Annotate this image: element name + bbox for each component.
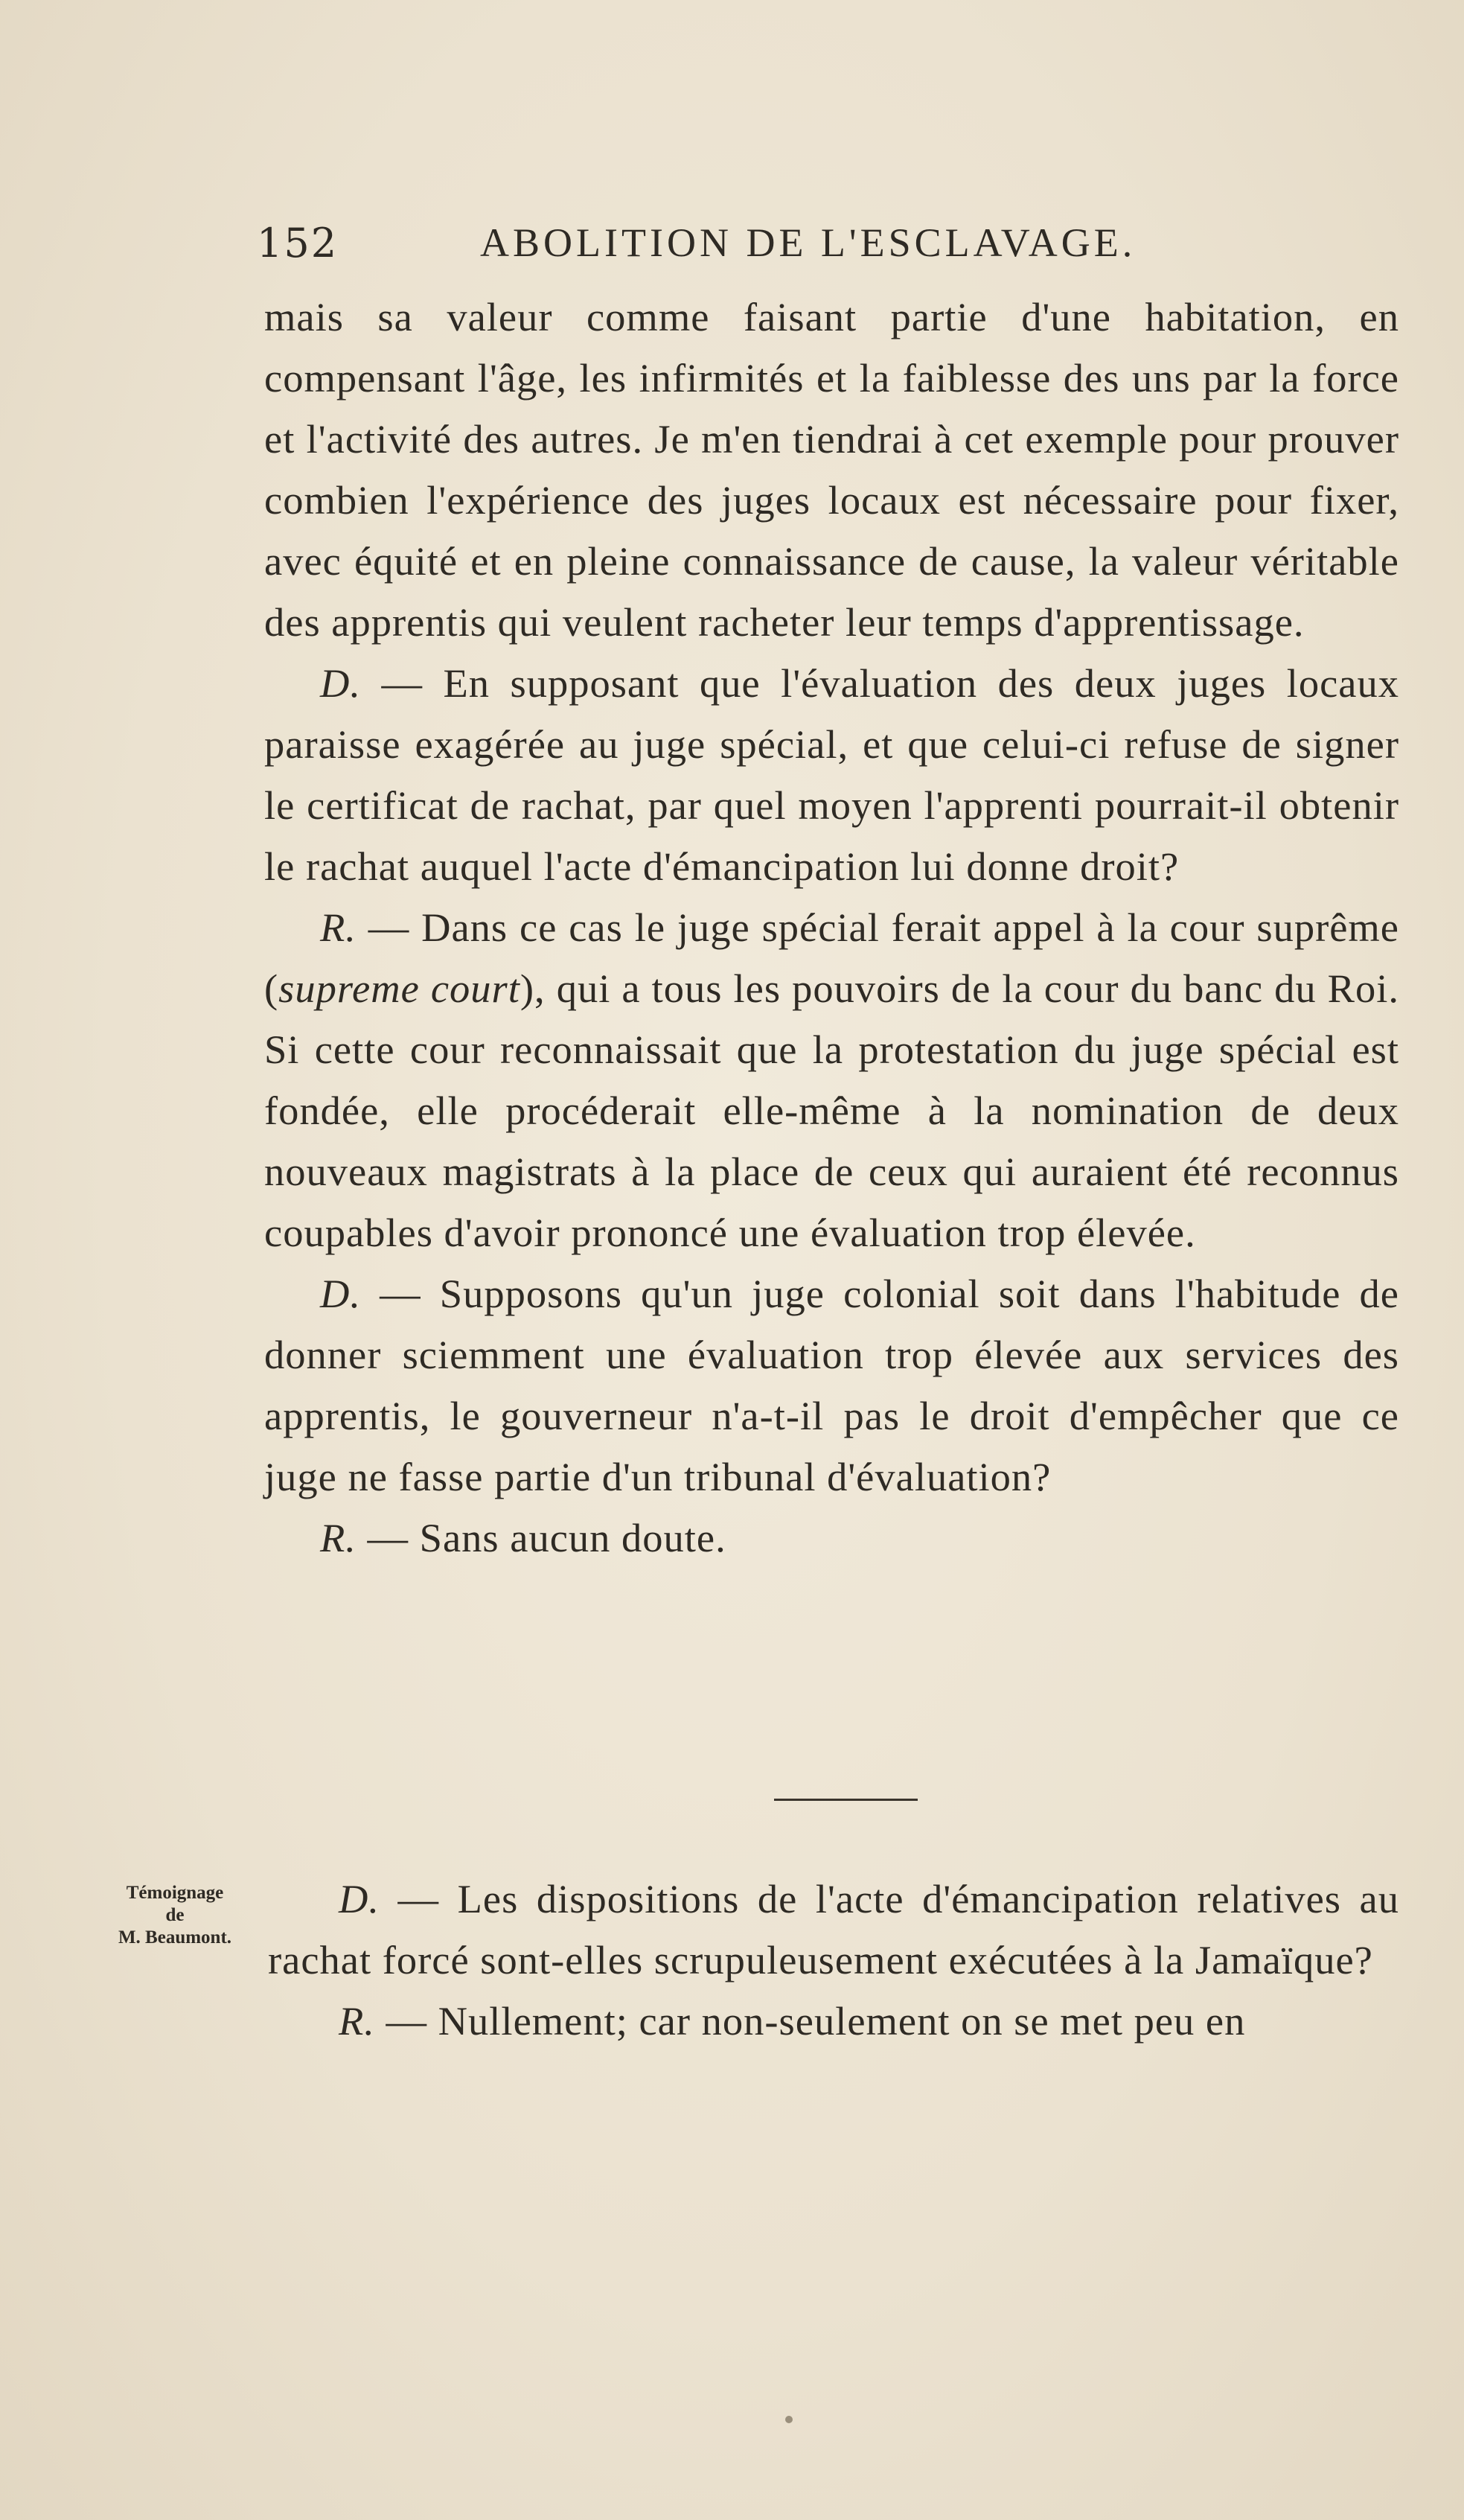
margin-note-line: Témoignage [126, 1883, 224, 1903]
paragraph-text: — Les dispositions de l'acte d'émancipation relatives au rachat forcé sont-elles scrupuleusement exécutées à la Jamaïque? [268, 1876, 1399, 1982]
paper-speck [785, 2416, 793, 2423]
section-divider [774, 1799, 918, 1801]
speaker-label: D. [339, 1876, 380, 1921]
question-paragraph [268, 1869, 1399, 1991]
question-paragraph [264, 1263, 1399, 1508]
answer-paragraph [264, 1508, 1399, 1569]
paragraph [264, 287, 1399, 653]
speaker-label: R. [320, 1515, 357, 1560]
speaker-label: R. [339, 1998, 375, 2044]
margin-note [89, 1882, 260, 1949]
testimony-section [268, 1869, 1399, 2052]
answer-paragraph [268, 1991, 1399, 2052]
speaker-label: D. [320, 660, 361, 706]
speaker-label: R. [320, 905, 357, 950]
paragraph-text: — Supposons qu'un juge colonial soit dans l'habitude de donner sciemment une évaluation trop élevée aux services des apprentis, le gouverneur n'a-t-il pas le droit d'empêcher que ce juge ne fasse partie d'un tribunal d'évaluation? [264, 1271, 1399, 1499]
running-title: ABOLITION DE L'ESCLAVAGE. [480, 220, 1137, 265]
answer-paragraph [264, 897, 1399, 1263]
margin-note-line: de [165, 1905, 185, 1925]
paragraph-text: — En supposant que l'évaluation des deux juges locaux paraisse exagérée au juge spécial, et que celui-ci refuse de signer le certificat de rachat, par quel moyen l'apprenti pourrait-il obtenir le rachat auquel l'acte d'émancipation lui donne droit? [264, 660, 1399, 889]
italic-term: supreme court [278, 966, 520, 1011]
page-number: 152 [257, 220, 339, 267]
question-paragraph [264, 653, 1399, 897]
paragraph-text: — Sans aucun doute. [356, 1515, 726, 1560]
margin-note-line: M. Beaumont. [118, 1927, 232, 1948]
paragraph-text: ), qui a tous les pouvoirs de la cour du banc du Roi. Si cette cour reconnaissait que la protestation du juge spécial est fondée, elle procéderait elle-même à la nomination de deux nouveaux magistrats à la place de ceux qui auraient été reconnus coupables d'avoir prononcé une évaluation trop élevée. [264, 966, 1399, 1255]
main-text [264, 287, 1399, 1569]
page-header [257, 220, 1396, 279]
speaker-label: D. [320, 1271, 361, 1316]
paragraph-text: — Nullement; car non-seulement on se met peu en [374, 1998, 1246, 2044]
paragraph-text: mais sa valeur comme faisant partie d'une habitation, en compensant l'âge, les infirmités et la faiblesse des uns par la force et l'activité des autres. Je m'en tiendrai à cet exemple pour prouver combien l'expérience des juges locaux est nécessaire pour fixer, avec équité et en pleine connaissance de cause, la valeur véritable des apprentis qui veulent racheter leur temps d'apprentissage. [264, 294, 1399, 645]
paragraph-text: — Dans ce cas le juge spécial ferait appel à la cour suprême ( [264, 905, 1399, 1011]
